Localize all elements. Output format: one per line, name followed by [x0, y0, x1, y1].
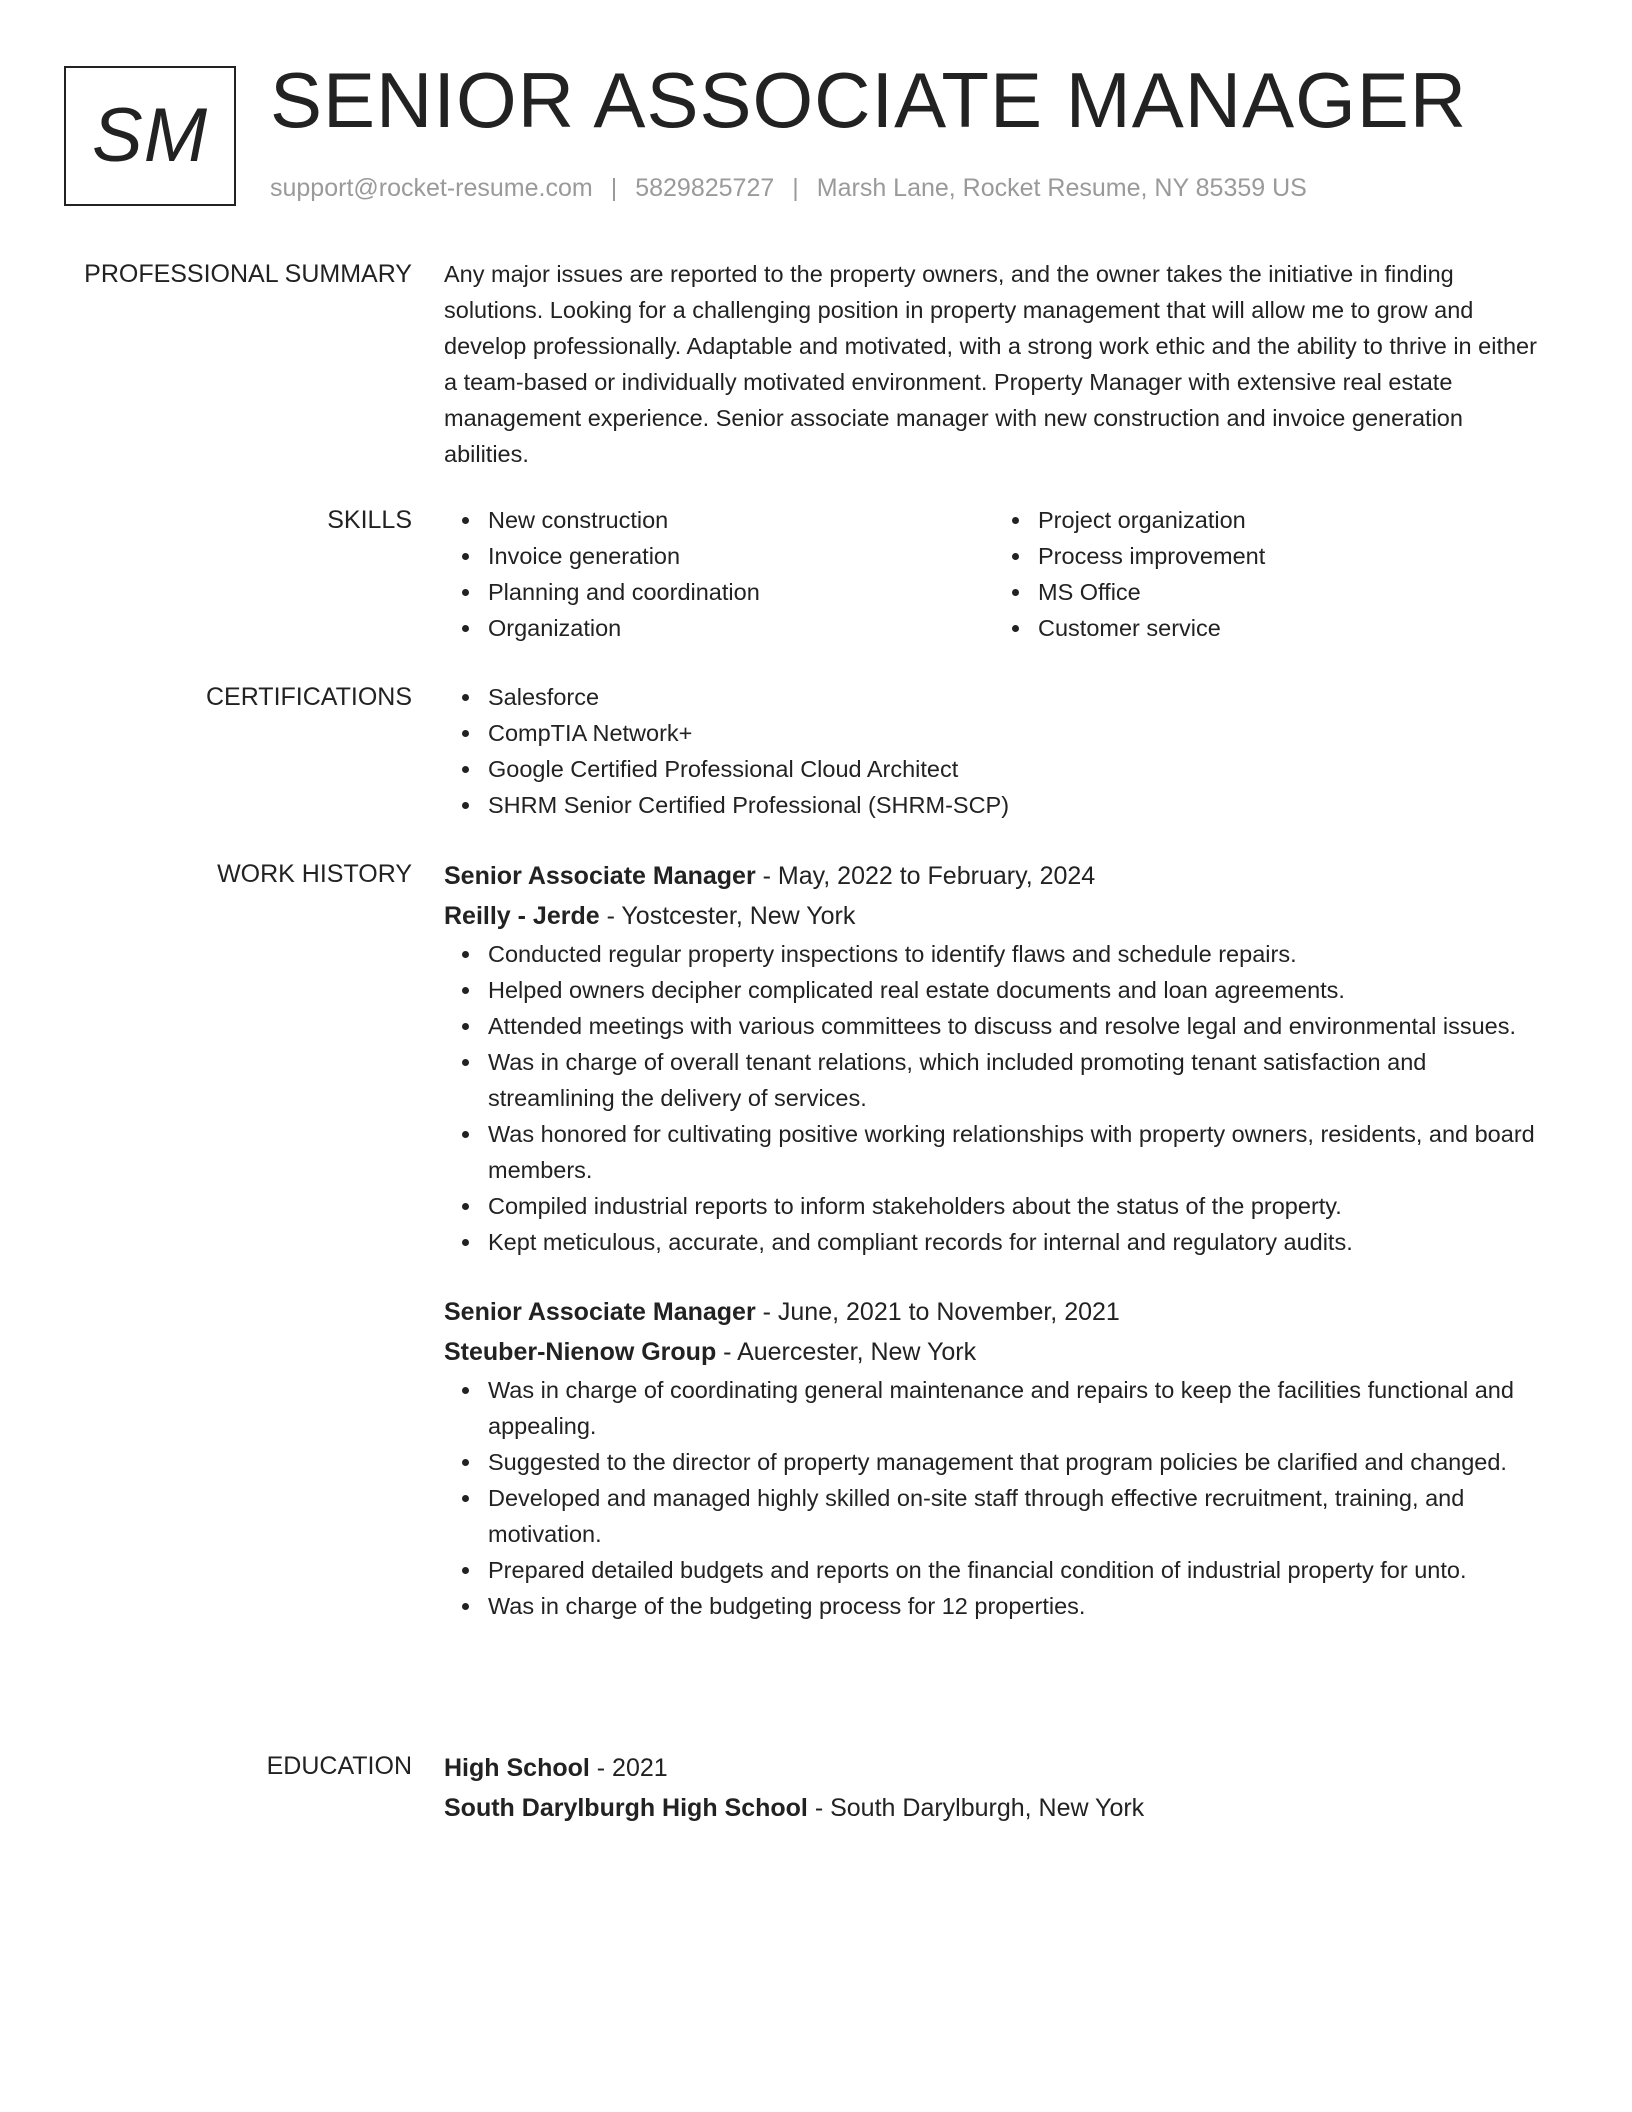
- certifications-body: [444, 679, 1544, 823]
- section-title-work-history: WORK HISTORY: [217, 860, 412, 888]
- certification-item: SHRM Senior Certified Professional (SHRM-SCP): [488, 787, 1544, 823]
- skills-body: [444, 502, 1544, 646]
- resume-name: SENIOR ASSOCIATE MANAGER: [270, 56, 1468, 144]
- skill-item: Invoice generation: [488, 538, 994, 574]
- job-bullet: Conducted regular property inspections to identify flaws and schedule repairs.: [488, 936, 1544, 972]
- skill-item: Customer service: [1038, 610, 1544, 646]
- job-entry: [444, 1292, 1544, 1624]
- skill-item: Project organization: [1038, 502, 1544, 538]
- job-location: - Yostcester, New York: [599, 902, 856, 930]
- job-bullet: Helped owners decipher complicated real estate documents and loan agreements.: [488, 972, 1544, 1008]
- education-degree: High School: [444, 1754, 590, 1782]
- education-body: [444, 1748, 1544, 1828]
- section-title-summary: PROFESSIONAL SUMMARY: [84, 260, 412, 288]
- job-bullet: Was in charge of overall tenant relations, which included promoting tenant satisfaction and streamlining the delivery of services.: [488, 1044, 1544, 1116]
- monogram-badge: [64, 66, 236, 206]
- certification-item: CompTIA Network+: [488, 715, 1544, 751]
- job-bullet: Was honored for cultivating positive working relationships with property owners, residents, and board members.: [488, 1116, 1544, 1188]
- skill-item: MS Office: [1038, 574, 1544, 610]
- skill-item: Planning and coordination: [488, 574, 994, 610]
- job-entry: [444, 856, 1544, 1260]
- job-company: Steuber-Nienow Group: [444, 1338, 717, 1366]
- job-role: Senior Associate Manager: [444, 862, 756, 890]
- contact-phone[interactable]: 5829825727: [635, 174, 775, 202]
- section-title-skills: SKILLS: [327, 506, 412, 534]
- job-bullet: Developed and managed highly skilled on-site staff through effective recruitment, training, and motivation.: [488, 1480, 1544, 1552]
- skill-item: Process improvement: [1038, 538, 1544, 574]
- contact-line: [270, 174, 1307, 203]
- education-degree-line: [444, 1748, 1544, 1788]
- job-bullet: Was in charge of the budgeting process for 12 properties.: [488, 1588, 1544, 1624]
- contact-separator: |: [610, 174, 618, 202]
- skill-item: Organization: [488, 610, 994, 646]
- job-dates: - June, 2021 to November, 2021: [755, 1298, 1120, 1326]
- education-school-line: [444, 1788, 1544, 1828]
- contact-address: Marsh Lane, Rocket Resume, NY 85359 US: [816, 174, 1307, 202]
- certification-item: Google Certified Professional Cloud Architect: [488, 751, 1544, 787]
- job-role: Senior Associate Manager: [444, 1298, 756, 1326]
- certification-item: Salesforce: [488, 679, 1544, 715]
- job-bullets: [444, 936, 1544, 1260]
- job-bullets: [444, 1372, 1544, 1624]
- job-company-line: [444, 1332, 1544, 1372]
- job-title-line: [444, 1292, 1544, 1332]
- skills-grid: [444, 502, 1544, 646]
- summary-text: Any major issues are reported to the property owners, and the owner takes the initiative in finding solutions. Looking for a challenging position in property management that will allow me to grow and develop professionally. Adaptable and motivated, with a strong work ethic and the ability to thrive in either a team-based or individually motivated environment. Property Manager with extensive real estate management experience. Senior associate manager with new construction and invoice generation abilities.: [444, 261, 1537, 467]
- job-bullet: Suggested to the director of property management that program policies be clarified and changed.: [488, 1444, 1544, 1480]
- monogram-initials: SM: [92, 93, 208, 178]
- job-company: Reilly - Jerde: [444, 902, 600, 930]
- section-title-education: EDUCATION: [266, 1752, 412, 1780]
- job-bullet: Was in charge of coordinating general maintenance and repairs to keep the facilities functional and appealing.: [488, 1372, 1544, 1444]
- education-location: - South Darylburgh, New York: [807, 1794, 1145, 1822]
- section-title-certifications: CERTIFICATIONS: [205, 683, 412, 711]
- job-bullet: Compiled industrial reports to inform stakeholders about the status of the property.: [488, 1188, 1544, 1224]
- work-history-body: [444, 856, 1544, 1624]
- job-bullet: Attended meetings with various committees to discuss and resolve legal and environmental issues.: [488, 1008, 1544, 1044]
- job-company-line: [444, 896, 1544, 936]
- job-location: - Auercester, New York: [716, 1338, 977, 1366]
- contact-separator: |: [792, 174, 799, 202]
- education-year: - 2021: [589, 1754, 668, 1782]
- skill-item: New construction: [488, 502, 994, 538]
- education-school: South Darylburgh High School: [444, 1794, 808, 1822]
- job-dates: - May, 2022 to February, 2024: [755, 862, 1096, 890]
- job-bullet: Prepared detailed budgets and reports on the financial condition of industrial property for unto.: [488, 1552, 1544, 1588]
- skills-list-right: [994, 502, 1544, 646]
- contact-email[interactable]: support@rocket-resume.com: [270, 174, 593, 202]
- summary-body: [444, 256, 1544, 472]
- certifications-list: [444, 679, 1544, 823]
- job-bullet: Kept meticulous, accurate, and compliant records for internal and regulatory audits.: [488, 1224, 1544, 1260]
- job-title-line: [444, 856, 1544, 896]
- skills-list-left: [444, 502, 994, 646]
